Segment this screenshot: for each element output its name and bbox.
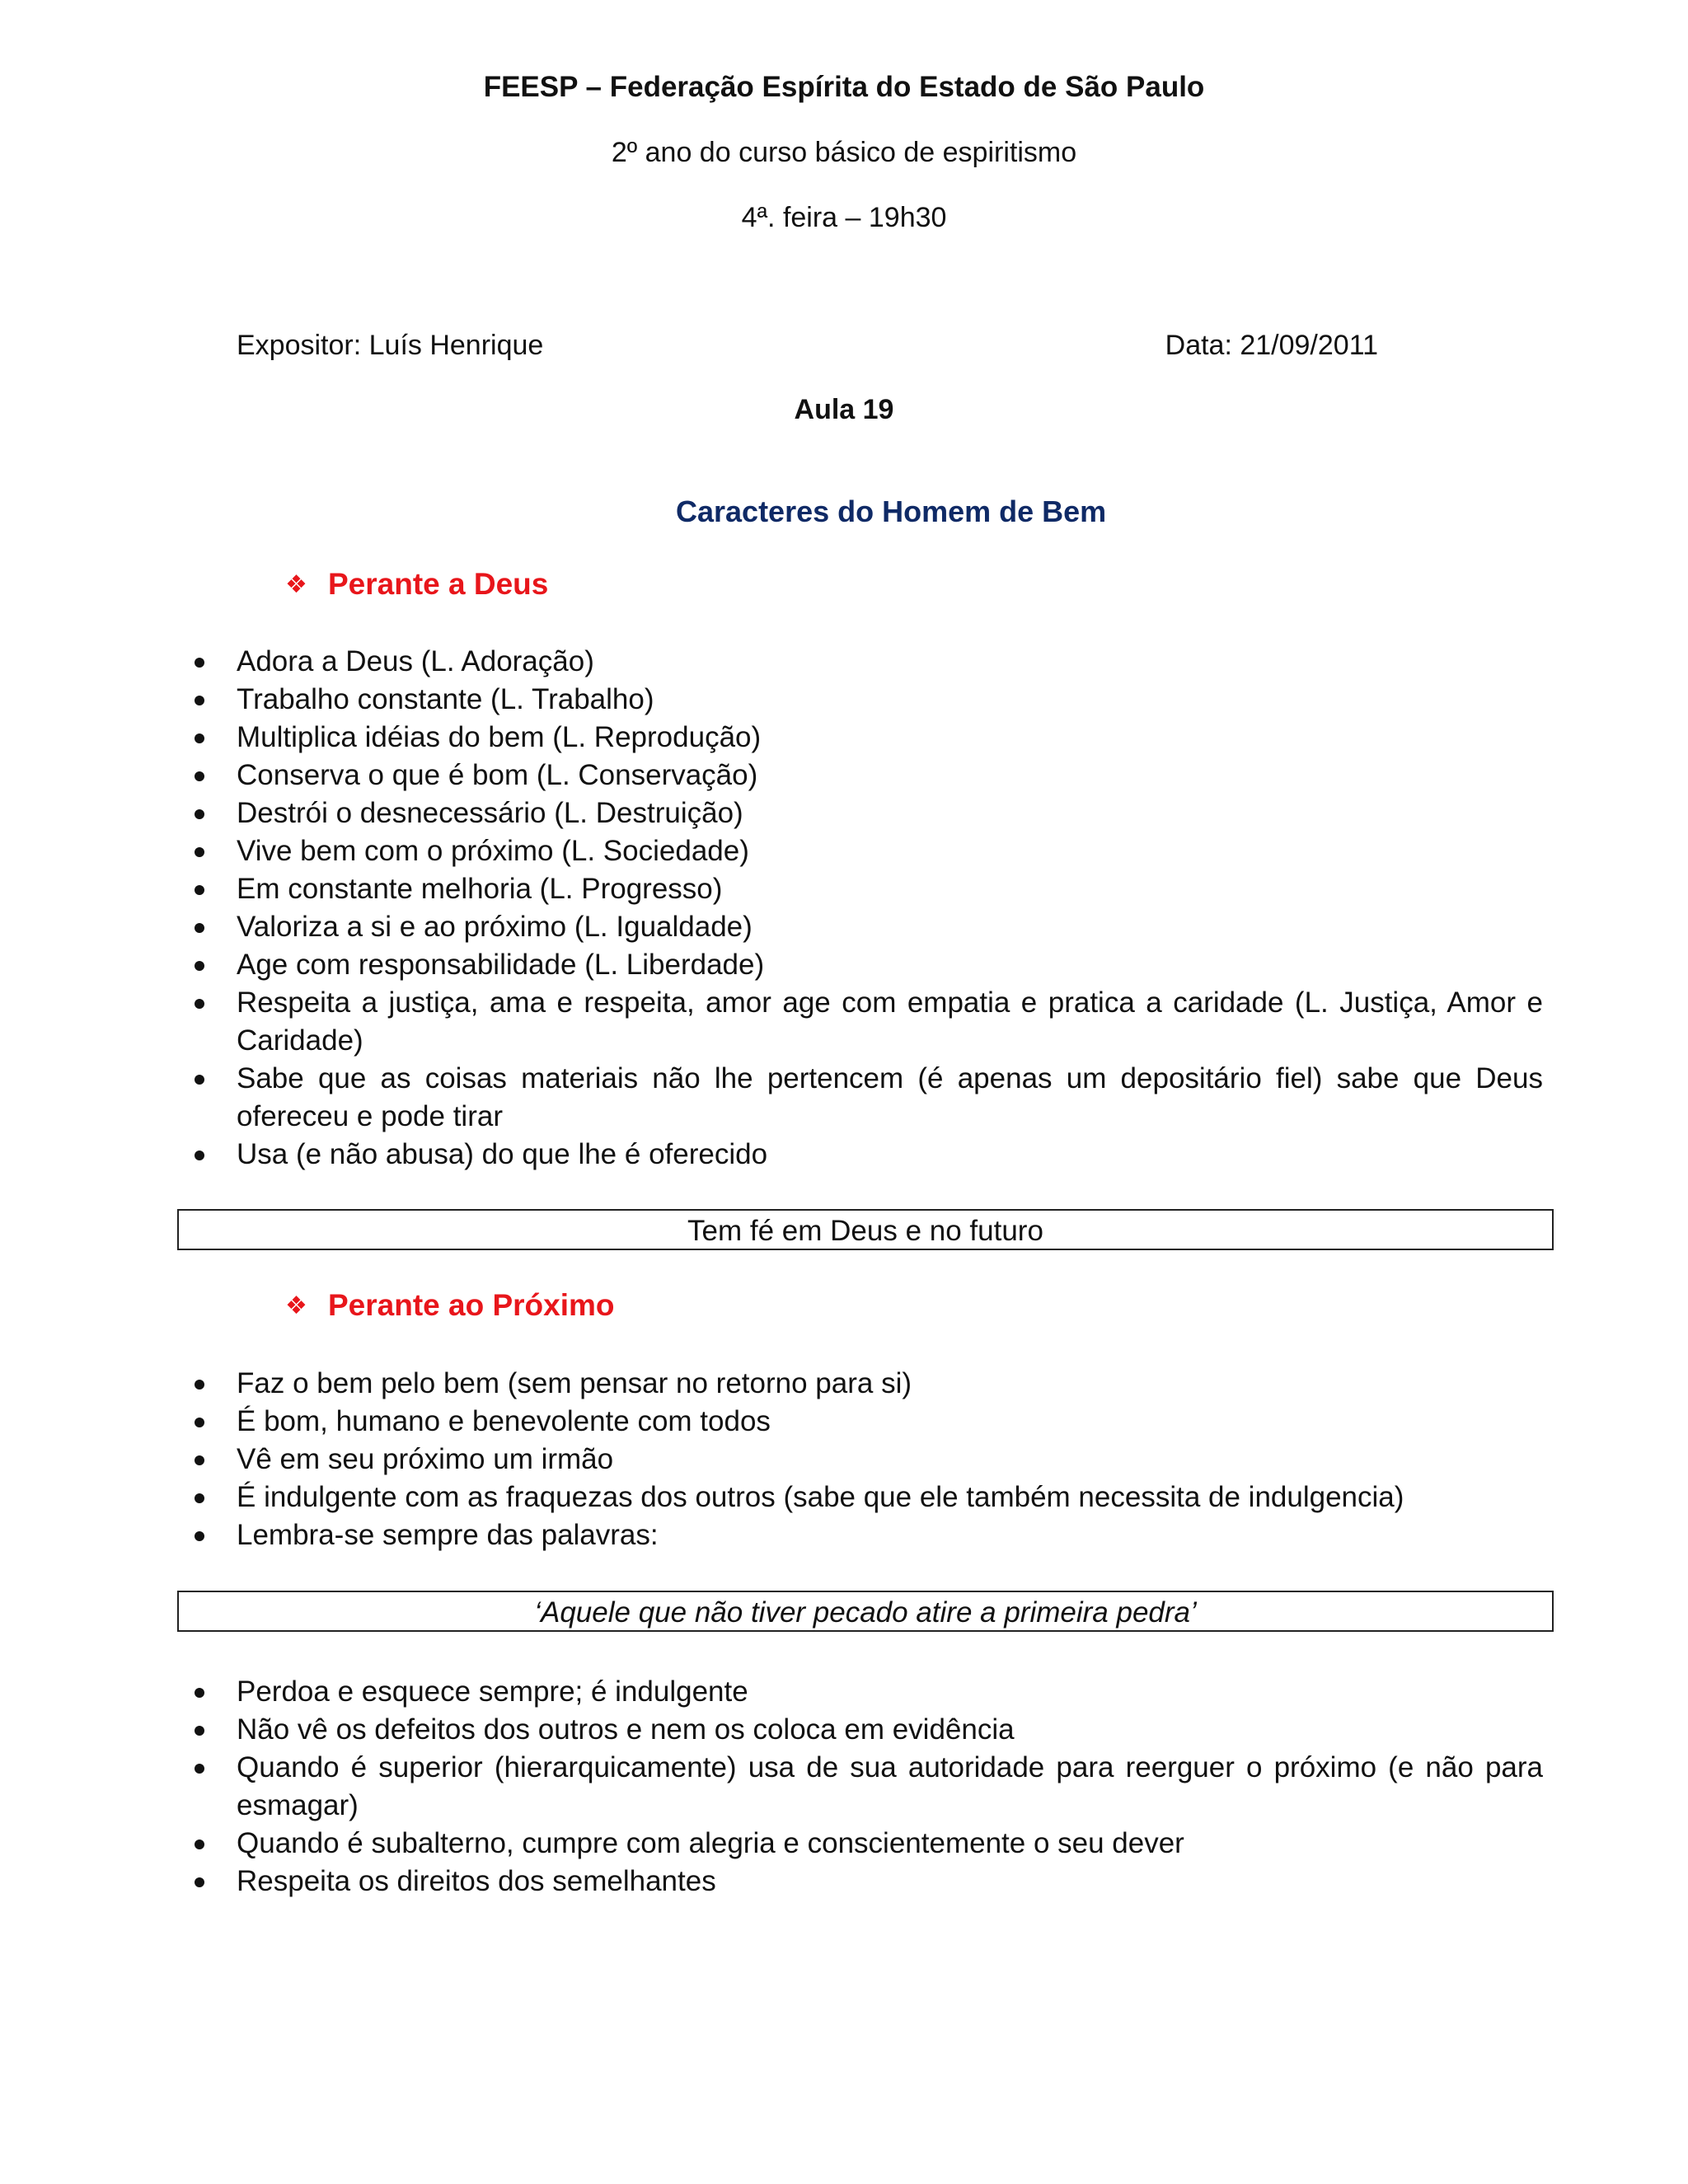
list-item: Quando é subalterno, cumpre com alegria e conscientemente o seu dever (191, 1825, 1543, 1863)
list-item: É bom, humano e benevolente com todos (191, 1403, 1543, 1441)
boxed-quote: ‘Aquele que não tiver pecado atire a primeira pedra’ (177, 1591, 1554, 1632)
list-item: É indulgente com as fraquezas dos outros (sabe que ele também necessita de indulgencia) (191, 1479, 1543, 1516)
list-item: Quando é superior (hierarquicamente) usa de sua autoridade para reerguer o próximo (e não para esmagar) (191, 1749, 1543, 1825)
bullet-list-perante-proximo (191, 1365, 1543, 1554)
list-item: Respeita os direitos dos semelhantes (191, 1863, 1543, 1900)
list-item: Adora a Deus (L. Adoração) (191, 643, 1543, 681)
list-item: Valoriza a si e ao próximo (L. Igualdade) (191, 908, 1543, 946)
lesson-number: Aula 19 (794, 394, 894, 425)
list-item: Em constante melhoria (L. Progresso) (191, 870, 1543, 908)
list-item: Sabe que as coisas materiais não lhe pertencem (é apenas um depositário fiel) sabe que Deus ofereceu e pode tirar (191, 1060, 1543, 1136)
boxed-statement: Tem fé em Deus e no futuro (177, 1209, 1554, 1250)
document-title: Caracteres do Homem de Bem (676, 494, 1107, 528)
four-diamond-bullet-icon: ❖ (285, 571, 307, 598)
section-heading-text: Perante ao Próximo (328, 1288, 615, 1322)
list-item: Multiplica idéias do bem (L. Reprodução) (191, 719, 1543, 757)
bullet-list-perante-deus (191, 643, 1543, 1174)
list-item: Conserva o que é bom (L. Conservação) (191, 757, 1543, 794)
list-item: Age com responsabilidade (L. Liberdade) (191, 946, 1543, 984)
organization-title: FEESP – Federação Espírita do Estado de São Paulo (483, 71, 1205, 103)
list-item: Trabalho constante (L. Trabalho) (191, 681, 1543, 719)
expositor-label: Expositor: Luís Henrique (237, 330, 544, 361)
list-item: Destrói o desnecessário (L. Destruição) (191, 794, 1543, 832)
course-line: 2º ano do curso básico de espiritismo (611, 137, 1077, 168)
list-item: Vê em seu próximo um irmão (191, 1441, 1543, 1479)
bullet-list-perante-proximo-continued (191, 1673, 1543, 1900)
list-item: Respeita a justiça, ama e respeita, amor age com empatia e pratica a caridade (L. Justiça, Amor e Caridade) (191, 984, 1543, 1060)
day-time-line: 4ª. feira – 19h30 (741, 202, 947, 233)
date-label: Data: 21/09/2011 (1165, 330, 1378, 361)
section-heading-text: Perante a Deus (328, 567, 549, 601)
list-item: Não vê os defeitos dos outros e nem os coloca em evidência (191, 1711, 1543, 1749)
list-item: Vive bem com o próximo (L. Sociedade) (191, 832, 1543, 870)
list-item: Usa (e não abusa) do que lhe é oferecido (191, 1136, 1543, 1174)
section-heading-perante-proximo (285, 1288, 615, 1323)
list-item: Lembra-se sempre das palavras: (191, 1516, 1543, 1554)
four-diamond-bullet-icon: ❖ (285, 1292, 307, 1319)
list-item: Faz o bem pelo bem (sem pensar no retorno para si) (191, 1365, 1543, 1403)
list-item: Perdoa e esquece sempre; é indulgente (191, 1673, 1543, 1711)
section-heading-perante-deus (285, 567, 548, 602)
